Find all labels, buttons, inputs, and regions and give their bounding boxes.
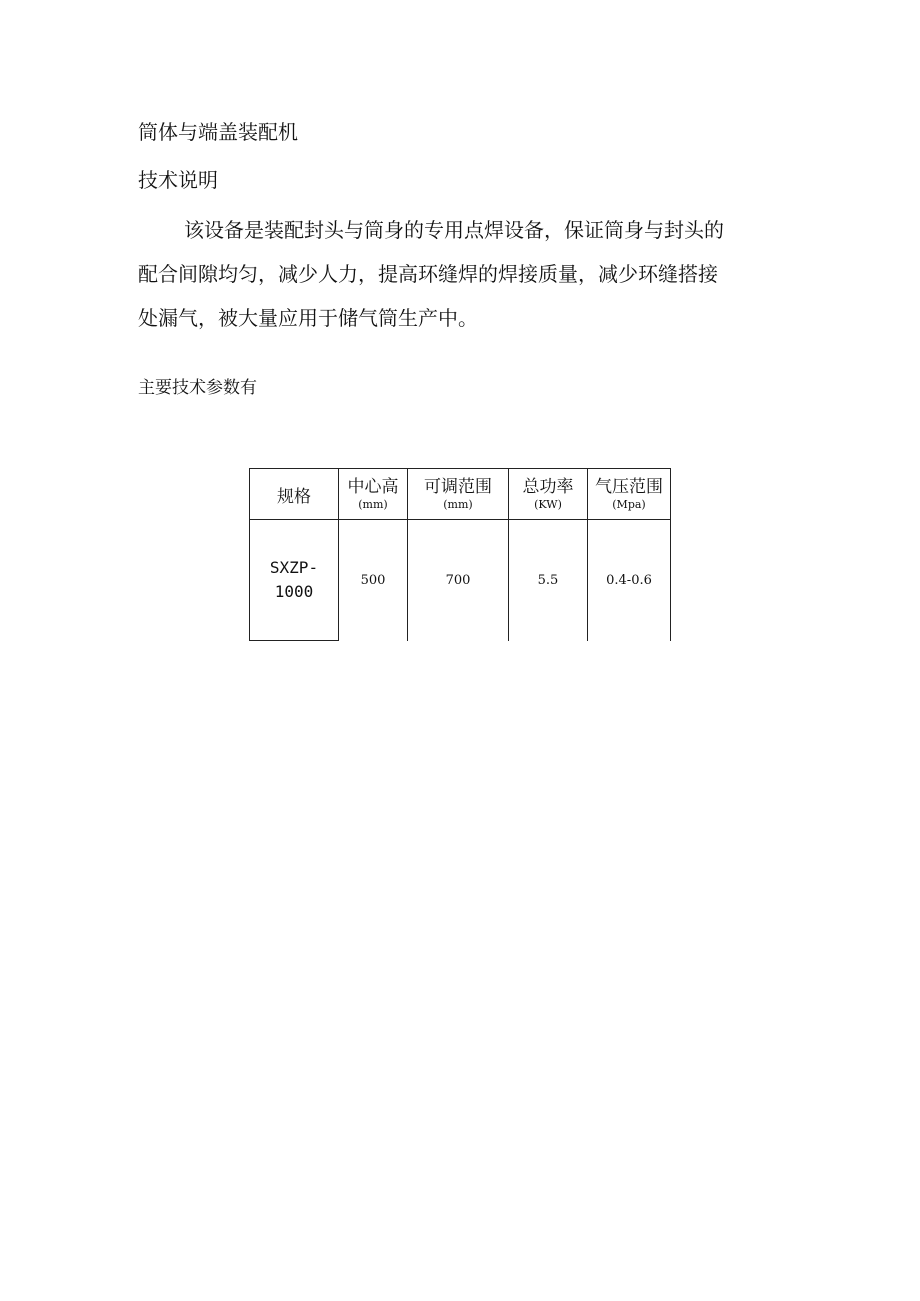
spec-table [249,468,671,641]
header-cell-center-height: 中心高 (mm) [339,469,408,520]
cell-adjust-range: 700 [408,520,509,641]
header-cell-pressure-range: 气压范围 (Mpa) [588,469,671,520]
table-header-row [250,469,671,520]
header-cell-total-power: 总功率 (KW) [509,469,588,520]
description-line: 配合间隙均匀，减少人力，提高环缝焊的焊接质量，减少环缝搭接 [138,262,718,286]
cell-total-power: 5.5 [509,520,588,641]
header-cell-adjust-range: 可调范围 (mm) [408,469,509,520]
description-line: 处漏气，被大量应用于储气筒生产中。 [138,306,478,330]
cell-model: SXZP- 1000 [250,520,339,641]
cell-center-height: 500 [339,520,408,641]
document-title: 筒体与端盖装配机 [138,120,298,144]
description-line: 该设备是装配封头与筒身的专用点焊设备，保证筒身与封头的 [184,218,724,242]
document-subtitle: 技术说明 [138,168,218,192]
cell-pressure-range: 0.4-0.6 [588,520,671,641]
header-cell-model: 规格 [250,469,339,520]
params-heading: 主要技术参数有 [138,378,257,398]
table-row [250,520,671,641]
description-paragraph [138,208,778,340]
